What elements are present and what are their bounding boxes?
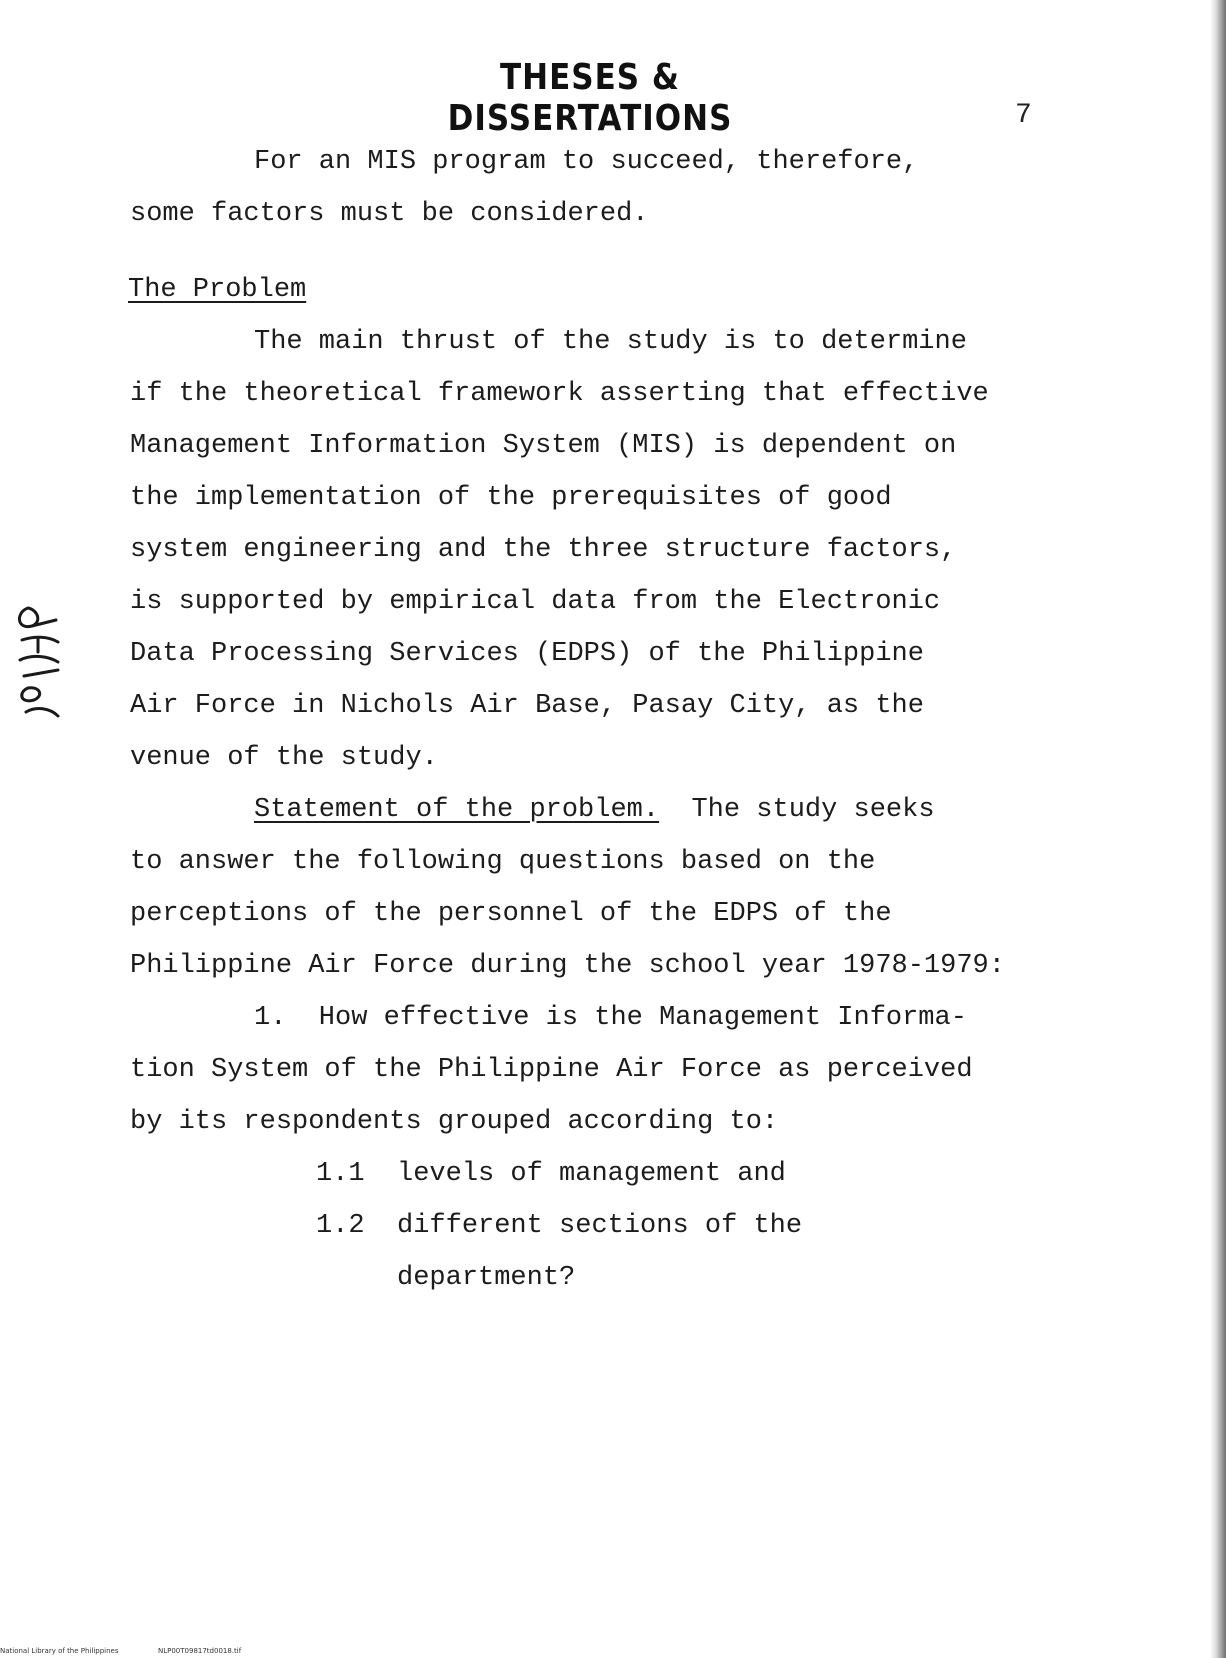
paragraph-line: if the theoretical framework asserting that effective xyxy=(130,379,989,409)
footer-library: National Library of the Philippines xyxy=(0,1647,119,1655)
statement-line: Philippine Air Force during the school year 1978-1979: xyxy=(130,951,1005,981)
paragraph-line: the implementation of the prerequisites of good xyxy=(130,483,892,513)
statement-line: perceptions of the personnel of the EDPS of the xyxy=(130,899,892,929)
paragraph-line: Data Processing Services (EDPS) of the Philippine xyxy=(130,639,924,669)
footer-filename: NLP00T09817td0018.tif xyxy=(158,1647,242,1655)
subitem-1-2: 1.2 different sections of the xyxy=(316,1211,803,1241)
handwritten-margin-note xyxy=(8,600,68,730)
intro-line-1: For an MIS program to succeed, therefore, xyxy=(254,147,919,177)
question-line: by its respondents grouped according to: xyxy=(130,1107,779,1137)
theses-dissertations-stamp: THESES & DISSERTATIONS xyxy=(447,56,733,140)
question-line: 1. How effective is the Management Informa- xyxy=(254,1003,967,1033)
paragraph-line: is supported by empirical data from the Electronic xyxy=(130,587,941,617)
scan-edge-shadow xyxy=(1210,0,1226,1658)
page-number: 7 xyxy=(1015,100,1032,131)
intro-line-2: some factors must be considered. xyxy=(130,199,649,229)
paragraph-line: The main thrust of the study is to determine xyxy=(254,327,967,357)
statement-lead: The study seeks xyxy=(659,795,935,825)
paragraph-line: system engineering and the three structure factors, xyxy=(130,535,957,565)
subitem-1-2-continued: department? xyxy=(316,1263,576,1293)
paragraph-line: Management Information System (MIS) is dependent on xyxy=(130,431,957,461)
paragraph-line: Air Force in Nichols Air Base, Pasay City, as the xyxy=(130,691,924,721)
statement-line: to answer the following questions based on the xyxy=(130,847,876,877)
statement-label: Statement of the problem. xyxy=(254,795,660,825)
section-heading: The Problem xyxy=(128,275,307,305)
subitem-1-1: 1.1 levels of management and xyxy=(316,1159,786,1189)
paragraph-line: venue of the study. xyxy=(130,743,438,773)
question-line: tion System of the Philippine Air Force as perceived xyxy=(130,1055,973,1085)
statement-first-line xyxy=(254,794,935,826)
